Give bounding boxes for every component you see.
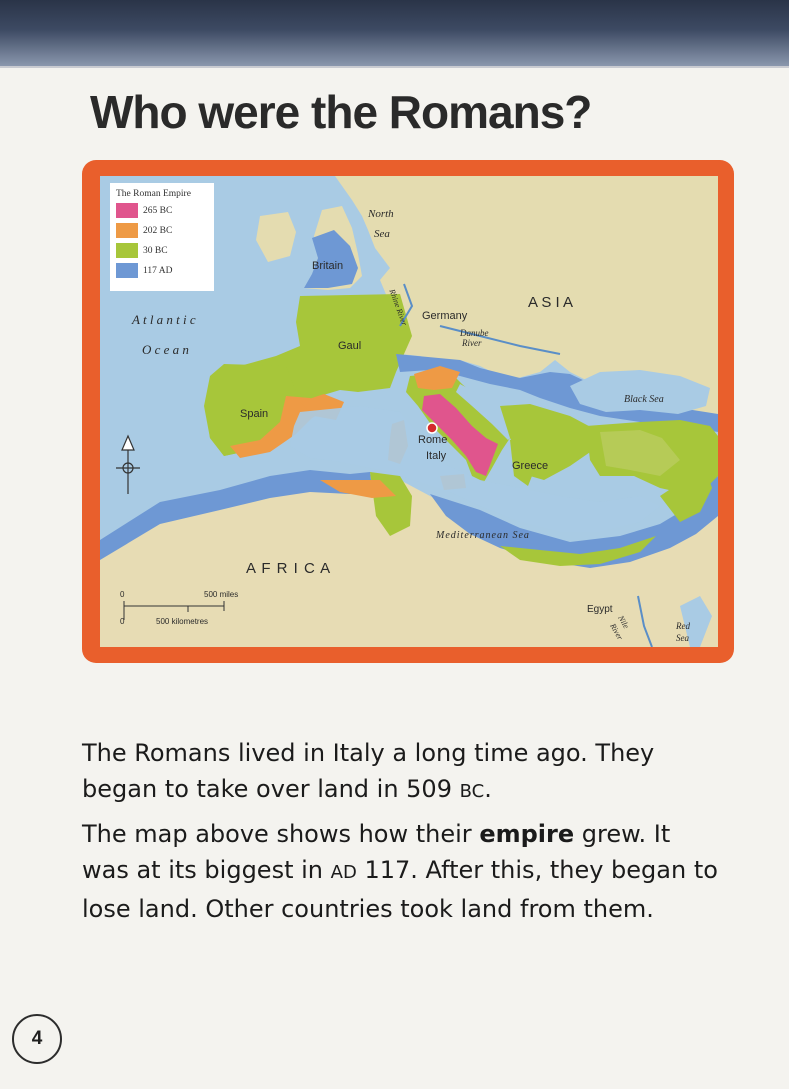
label-red-sea: Red xyxy=(676,621,690,631)
label-danube-2: River xyxy=(462,338,482,348)
map-legend xyxy=(110,183,214,291)
paragraph-1-end: . xyxy=(484,775,492,803)
ad-abbrev: AD xyxy=(330,862,357,883)
label-asia: A S I A xyxy=(528,294,574,311)
label-mediterranean: Mediterranean Sea xyxy=(436,530,530,541)
legend-swatch xyxy=(116,203,138,218)
legend-item xyxy=(116,203,208,218)
label-ocean: O c e a n xyxy=(142,342,189,357)
label-nile-2: River xyxy=(608,622,625,642)
legend-item xyxy=(116,263,208,278)
label-danube: Danube xyxy=(460,328,489,338)
paragraph-2-text-a: The map above shows how their xyxy=(82,820,480,848)
label-italy: Italy xyxy=(426,450,447,462)
paragraph-1-text: The Romans lived in Italy a long time ago. They began to take over land in 509 xyxy=(82,739,655,803)
bc-abbrev: BC xyxy=(459,781,485,802)
label-red-sea-2: Sea xyxy=(676,633,689,643)
paragraph-1 xyxy=(82,735,722,810)
label-egypt: Egypt xyxy=(587,604,613,615)
label-north-sea: North xyxy=(368,208,394,220)
scale-zero-top: 0 xyxy=(120,590,125,599)
paragraph-2 xyxy=(82,816,722,927)
legend-label: 30 BC xyxy=(143,245,168,256)
label-black-sea: Black Sea xyxy=(624,394,664,405)
legend-label: 117 AD xyxy=(143,265,173,276)
paragraph-2-text-c: 117. After this, they began to lose land. Other countries took land from them. xyxy=(82,856,718,923)
legend-swatch xyxy=(116,223,138,238)
legend-swatch xyxy=(116,243,138,258)
glossary-word-empire: empire xyxy=(479,820,575,848)
legend-title: The Roman Empire xyxy=(116,189,191,199)
legend-label: 265 BC xyxy=(143,205,173,216)
legend-item xyxy=(116,223,208,238)
page-edge xyxy=(0,66,789,68)
legend-swatch xyxy=(116,263,138,278)
body-text xyxy=(82,735,722,933)
label-greece: Greece xyxy=(512,460,549,472)
scale-zero-bottom: 0 xyxy=(120,617,125,626)
top-banner xyxy=(0,0,789,66)
label-rhine: Rhine River xyxy=(387,288,409,327)
label-gaul: Gaul xyxy=(338,340,362,352)
label-north-sea-2: Sea xyxy=(374,228,390,240)
roman-empire-map xyxy=(100,176,718,647)
label-rome: Rome xyxy=(418,434,448,446)
label-nile: Nile xyxy=(616,614,631,631)
scale-km: 500 kilometres xyxy=(156,617,209,626)
page-number: 4 xyxy=(12,1014,62,1064)
label-britain: Britain xyxy=(312,260,344,272)
page-title: Who were the Romans? xyxy=(90,86,592,138)
scale-miles: 500 miles xyxy=(204,590,239,599)
label-spain: Spain xyxy=(240,408,269,420)
legend-item xyxy=(116,243,208,258)
label-atlantic: A t l a n t i c xyxy=(132,312,196,327)
label-africa: A F R I C A xyxy=(246,560,332,577)
label-germany: Germany xyxy=(422,310,468,322)
paragraph-2-text-b: grew. It was at its biggest in xyxy=(82,820,671,884)
legend-label: 202 BC xyxy=(143,225,173,236)
map-frame xyxy=(82,160,734,663)
